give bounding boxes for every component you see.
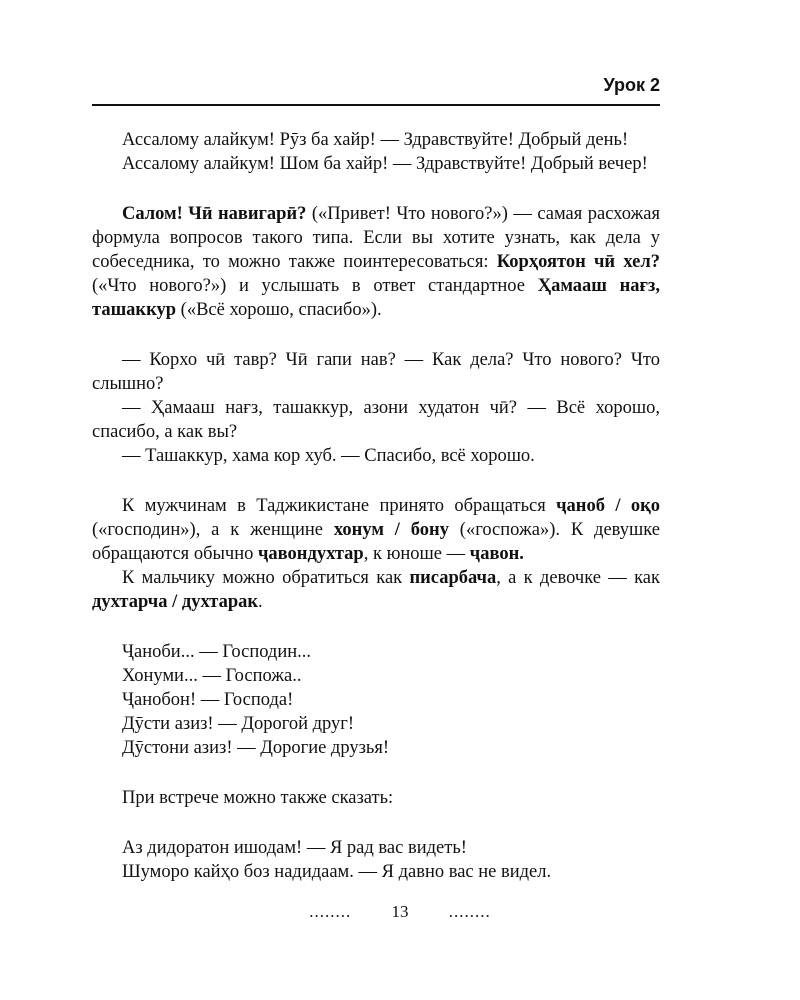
greeting-evening: Ассалому алайкум! Шом ба хайр! — Здравствуйте! Добрый вечер!: [122, 154, 648, 174]
phrase-bold: ҷавон.: [469, 544, 524, 564]
phrase-bold: духтарча / духтарак: [92, 592, 259, 612]
page-footer: [0, 902, 800, 922]
footer-dots-left: ........: [309, 902, 352, 921]
meeting-intro: При встрече можно также сказать:: [122, 788, 394, 808]
paragraph-children: [92, 566, 660, 614]
list-item: Дӯстони азиз! — Дорогие друзья!: [122, 738, 390, 758]
phrase-bold: ҷавондухтар: [258, 544, 364, 564]
lesson-title: Урок 2: [603, 75, 660, 95]
dialog-line: — Корхо чӣ тавр? Чӣ гапи нав? — Как дела? Что нового? Что слышно?: [92, 350, 660, 394]
paragraph-text: К мужчинам в Таджикистане принято обращаться: [122, 496, 557, 516]
greeting-day: Ассалому алайкум! Рӯз ба хайр! — Здравствуйте! Добрый день!: [122, 130, 629, 150]
page-body: [92, 128, 660, 884]
phrase-bold: писарбача: [409, 568, 497, 588]
meeting-list: [92, 836, 660, 884]
paragraph-text: («Привет! Что нового?») — самая расхожая формула вопросов такого типа. Если вы хотите узнать, как дела у собеседника, то можно также поинтересоваться:: [92, 204, 660, 272]
phrase-bold: Ҳамааш нағз, ташаккур: [92, 276, 660, 320]
phrase-bold: ҷаноб / оқо: [556, 496, 660, 516]
paragraph-text: («господин»), а к женщине: [92, 520, 334, 540]
header-rule: [92, 104, 660, 106]
dialog-line: — Ҳамааш нағз, ташаккур, азони худатон чӣ? — Всё хорошо, спасибо, а как вы?: [92, 398, 660, 442]
phrase-bold: Корҳоятон чӣ хел?: [496, 252, 660, 272]
phrase-bold: Салом! Чӣ навигарӣ?: [122, 204, 307, 224]
list-item: Хонуми... — Госпожа..: [122, 666, 302, 686]
footer-dots-right: ........: [448, 902, 491, 921]
page-number: 13: [391, 902, 409, 921]
paragraph-text: («Что нового?») и услышать в ответ стандартное: [92, 276, 538, 296]
list-item: Шуморо кайҳо боз надидаам. — Я давно вас не видел.: [122, 862, 552, 882]
page: [92, 70, 660, 884]
paragraph-address-forms: [92, 494, 660, 566]
phrase-bold: хонум / бону: [333, 520, 449, 540]
list-item: Аз дидоратон ишодам! — Я рад вас видеть!: [122, 838, 467, 858]
paragraph-salom: [92, 202, 660, 322]
list-item: Ҷаноби... — Господин...: [122, 642, 312, 662]
list-item: Дӯсти азиз! — Дорогой друг!: [122, 714, 355, 734]
paragraph-text: К мальчику можно обратиться как: [122, 568, 410, 588]
paragraph-text: .: [258, 592, 263, 612]
dialog-line: — Ташаккур, хама кор хуб. — Спасибо, всё хорошо.: [122, 446, 535, 466]
paragraph-text: , а к девочке — как: [496, 568, 660, 588]
paragraph-text: («госпожа»). К девушке обращаются обычно: [92, 520, 660, 564]
address-list: [92, 640, 660, 760]
paragraph-text: , к юноше —: [363, 544, 470, 564]
running-header: [92, 70, 660, 100]
list-item: Ҷанобон! — Господа!: [122, 690, 294, 710]
paragraph-text: («Всё хорошо, спасибо»).: [176, 300, 382, 320]
